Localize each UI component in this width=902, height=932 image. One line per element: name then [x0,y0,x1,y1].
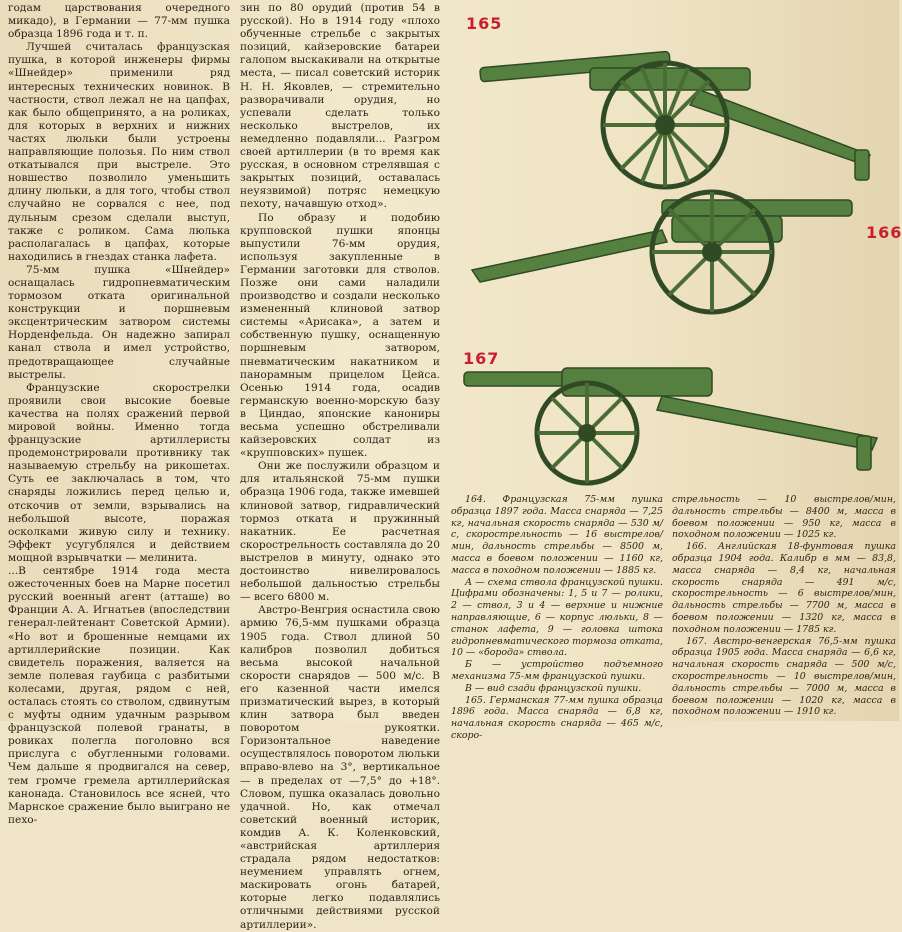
cannon-167-illustration [462,348,892,488]
figure-caption-right [672,494,896,720]
paragraph: Австро-Венгрия оснастила свою армию 76,5-мм пушками образца 1905 года. Ствол длиной 50 калибров позволил добиться весьма высокой начальной скорости снарядов — 500 м/с. В его казенной части имелся призматический вырез, в который клин затвора был введен поворотом рукоятки. Горизонтальное наведение осуществлялось поворотом люльки вправо-влево на 3°, вертикальное — в пределах от —7,5° до +18°. Словом, пушка оказалась довольно удачной. Но, как отмечал советский военный историк, комдив А. К. Коленковский, «австрийская артиллерия страдала рядом недостатков: неумением управлять огнем, маскировать огонь батарей, которые легко подавлялись отличными действиями русской артиллерии». [240,604,440,931]
paragraph: По образу и подобию крупповской пушки японцы выпустили 76-мм орудия, используя закупленные в Германии заготовки для стволов. Позже они сами наладили производство и создали несколько измененный клиновой затвор системы «Арисака», а затем и собственную пушку, оснащенную поршневым затвором, пневматическим накатником и панорамным прицелом Цейса. Осенью 1914 года, осадив германскую военно-морскую базу в Циндао, японские канониры весьма успешно обстреливали кайзеровских солдат из «крупповских» пушек. [240,211,440,460]
caption-paragraph: Б — устройство подъемного механизма 75-мм французской пушки. [451,659,663,682]
caption-paragraph: А — схема ствола французской пушки. Цифрами обозначены: 1, 5 и 7 — ролики, 2 — ствол, 3 и 4 — верхние и нижние направляющие, 6 — корпус люльки, 8 — станок лафета, 9 — головка штока гидропневматического тормоза отката, 10 — «борода» ствола. [451,576,663,659]
caption-paragraph: 164. Французская 75-мм пушка образца 1897 года. Масса снаряда — 7,25 кг, начальная скорость снаряда — 530 м/с, скорострельность — 16 выстрелов/мин, дальность стрельбы — 8500 м, масса в боевом положении — 1160 кг, масса в походном положении — 1885 кг. [451,494,663,576]
figure-number-165: 165 [466,14,503,33]
paragraph: зин по 80 орудий (против 54 в русской). Но в 1914 году «плохо обученные стрельбе с закрытых позиций, кайзеровские батареи галопом выскакивали на открытые места, — писал советский историк Н. Н. Яковлев, — стремительно разворачивали орудия, но успевали сделать только несколько выстрелов, их немедленно подавляли... Разгром своей артиллерии (в то время как русская, в основном стрелявшая с закрытых позиций, оставалась неуязвимой) потряс немецкую пехоту, начавшую отход». [240,2,440,211]
caption-paragraph: 167. Австро-венгерская 76,5-мм пушка образца 1905 года. Масса снаряда — 6,6 кг, начальная скорость снаряда — 500 м/с, скорострельность — 10 выстрелов/мин, дальность стрельбы — 7000 м, масса в боевом положении — 1020 кг, масса в походном положении — 1910 кг. [672,635,896,718]
caption-paragraph: 165. Германская 77-мм пушка образца 1896 года. Масса снаряда — 6,8 кг, начальная скорость снаряда — 465 м/с, скоро- [451,694,663,741]
paragraph: Французские скорострелки проявили свои высокие боевые качества на полях сражений первой мировой войны. Именно тогда французские артиллеристы продемонстрировали противнику так называемую стрельбу на рикошетах. Суть ее заключалась в том, что снаряды ложились перед целью и, отскочив от земли, взрывались на небольшой высоте, поражая осколками живую силу и технику. Эффект усугублялся и действием мощной взрывчатки — мелинита. [8,381,230,564]
paragraph: 75-мм пушка «Шнейдер» оснащалась гидропневматическим тормозом отката оригинальной конструкции и поршневым эксцентрическим затвором системы Норденфельда. Он надежно запирал канал ствола и имел устройство, предотвращающее случайные выстрелы. [8,263,230,381]
text-column-1 [8,2,230,826]
paragraph: ...В сентябре 1914 года места ожесточенных боев на Марне посетил русский военный агент (атташе) во Франции А. А. Игнатьев (впоследствии генерал-лейтенант Советской Армии). «Но вот и брошенные немцами их артиллерийские позиции. Как свидетель поражения, валяется на земле полевая гаубица с разбитыми колесами, другая, рядом с ней, осталась стоять со стволом, сдвинутым с муфты одним удачным разрывом французской полевой гранаты, в ровиках полегла поголовно вся прислуга с обугленными головами. Чем дальше я продвигался на север, тем громче гремела артиллерийская канонада. Становилось все ясней, что Марнское сражение было выиграно не пехо- [8,565,230,826]
figure-caption-left [451,494,663,741]
paragraph: годам царствования очередного микадо), в Германии — 77-мм пушка образца 1896 года и т. п. [8,2,230,41]
paragraph: Лучшей считалась французская пушка, в которой инженеры фирмы «Шнейдер» применили ряд интересных технических новинок. В частности, ствол лежал не на цапфах, как было общепринято, а на роликах, для которых в верхних и нижних частях люльки были устроены направляющие полозья. По ним ствол откатывался при выстреле. Это новшество позволило уменьшить длину люльки, а для того, чтобы ствол случайно не сорвался с нее, под дульным срезом сделали выступ, также с роликом. Сама люлька располагалась в цапфах, которые находились в гнездах станка лафета. [8,41,230,263]
caption-paragraph: стрельность — 10 выстрелов/мин, дальность стрельбы — 8400 м, масса в боевом положении — 950 кг, масса в походном положении — 1025 кг. [672,494,896,541]
cannon-166-illustration [462,170,862,315]
caption-paragraph: В — вид сзади французской пушки. [465,682,642,694]
figure-number-167: 167 [463,349,500,368]
figure-number-166: 166 [866,223,902,242]
text-column-2 [240,2,440,931]
paragraph: Они же послужили образцом и для итальянской 75-мм пушки образца 1906 года, также имевшей клиновой затвор, гидравлический тормоз отката и пружинный накатник. Ее расчетная скорострельность составляла до 20 выстрелов в минуту, однако это достоинство нивелировалось небольшой дальностью стрельбы — всего 6800 м. [240,460,440,604]
caption-paragraph: 166. Английская 18-фунтовая пушка образца 1904 года. Калибр в мм — 83,8, масса снаряда — 8,4 кг, начальная скорость снаряда — 491 м/с, скорострельность — 6 выстрелов/мин, дальность стрельбы — 7700 м, масса в боевом положении — 1320 кг, масса в походном положении — 1785 кг. [672,541,896,635]
